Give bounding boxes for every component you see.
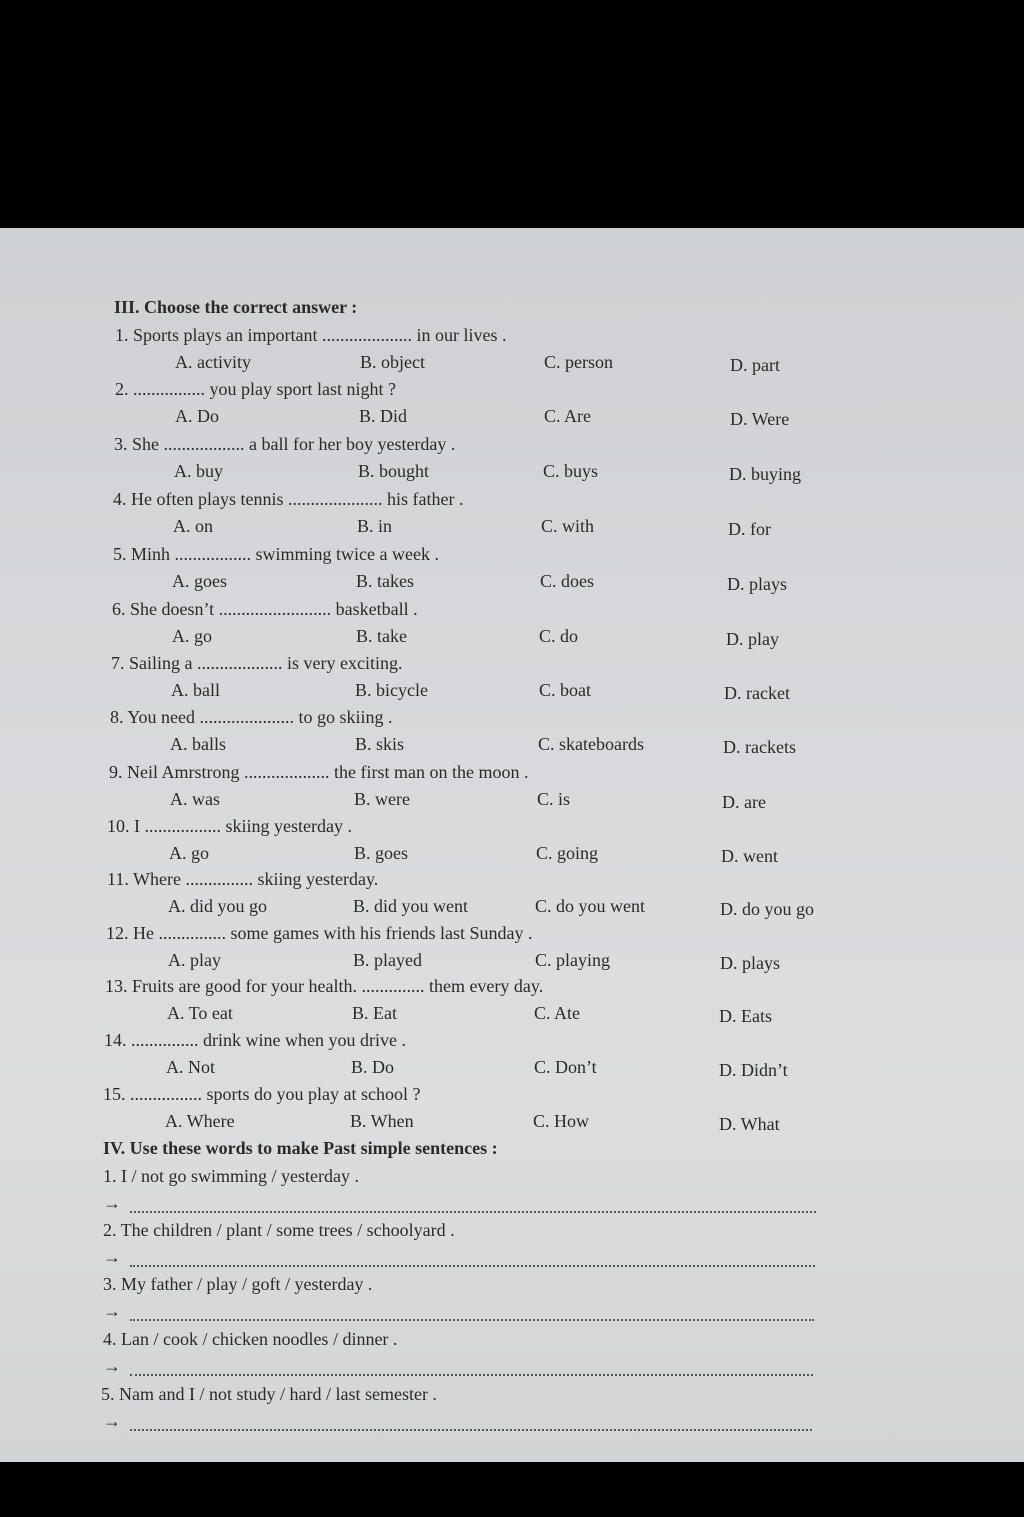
- bottom-black-bar: [0, 1462, 1024, 1517]
- question-3-option-b[interactable]: B. bought: [358, 461, 430, 481]
- question-9-option-a[interactable]: A. was: [170, 789, 220, 809]
- exercise-2-answer-line[interactable]: [130, 1265, 815, 1267]
- exercise-5-answer-line[interactable]: [130, 1429, 812, 1431]
- right-arrow-icon: →: [103, 1301, 121, 1321]
- section-4-heading: IV. Use these words to make Past simple sentences :: [103, 1138, 498, 1158]
- question-1-option-c[interactable]: C. person: [544, 352, 613, 372]
- worksheet-page: [0, 228, 1024, 1462]
- question-14-option-c[interactable]: C. Don’t: [534, 1057, 597, 1077]
- question-15-option-a[interactable]: A. Where: [165, 1111, 235, 1131]
- question-15-text: 15. ................ sports do you play at school ?: [103, 1084, 421, 1104]
- right-arrow-icon: →: [103, 1247, 121, 1267]
- question-1-option-b[interactable]: B. object: [360, 352, 425, 372]
- exercise-3-prompt: 3. My father / play / goft / yesterday .: [103, 1274, 373, 1294]
- question-4-option-a[interactable]: A. on: [173, 516, 213, 536]
- question-12-text: 12. He ............... some games with his friends last Sunday .: [106, 923, 533, 943]
- question-11-option-b[interactable]: B. did you went: [353, 896, 468, 916]
- question-3-option-a[interactable]: A. buy: [174, 461, 223, 481]
- exercise-4-answer-line[interactable]: [130, 1374, 813, 1376]
- question-8-text: 8. You need ..................... to go skiing .: [110, 707, 393, 727]
- question-7-option-a[interactable]: A. ball: [171, 680, 220, 700]
- question-13-option-d[interactable]: D. Eats: [719, 1006, 772, 1026]
- question-14-option-d[interactable]: D. Didn’t: [719, 1060, 788, 1080]
- question-13-option-b[interactable]: B. Eat: [352, 1003, 397, 1023]
- question-5-text: 5. Minh ................. swimming twice a week .: [113, 544, 439, 564]
- question-4-option-b[interactable]: B. in: [357, 516, 393, 536]
- question-7-option-b[interactable]: B. bicycle: [355, 680, 428, 700]
- question-1-option-a[interactable]: A. activity: [175, 352, 251, 372]
- question-11-option-d[interactable]: D. do you go: [720, 899, 814, 919]
- exercise-2-prompt: 2. The children / plant / some trees / schoolyard .: [103, 1220, 455, 1240]
- exercise-1-prompt: 1. I / not go swimming / yesterday .: [103, 1166, 359, 1186]
- question-15-option-b[interactable]: B. When: [350, 1111, 414, 1131]
- question-15-option-c[interactable]: C. How: [533, 1111, 590, 1131]
- right-arrow-icon: →: [103, 1193, 121, 1213]
- question-7-option-d[interactable]: D. racket: [724, 683, 790, 703]
- top-black-bar: [0, 0, 1024, 228]
- question-13-option-a[interactable]: A. To eat: [167, 1003, 233, 1023]
- question-13-option-c[interactable]: C. Ate: [534, 1003, 581, 1023]
- question-6-option-a[interactable]: A. go: [172, 626, 212, 646]
- exercise-3-answer-line[interactable]: [130, 1319, 814, 1321]
- question-9-text: 9. Neil Amrstrong ................... the first man on the moon .: [109, 762, 529, 782]
- question-2-option-c[interactable]: C. Are: [544, 406, 591, 426]
- question-3-text: 3. She .................. a ball for her boy yesterday .: [114, 434, 456, 454]
- question-6-text: 6. She doesn’t ......................... basketball .: [112, 599, 418, 619]
- question-6-option-c[interactable]: C. do: [539, 626, 579, 646]
- question-9-option-c[interactable]: C. is: [537, 789, 571, 809]
- question-12-option-c[interactable]: C. playing: [535, 950, 610, 970]
- question-8-option-a[interactable]: A. balls: [170, 734, 226, 754]
- question-12-option-b[interactable]: B. played: [353, 950, 422, 970]
- question-6-option-d[interactable]: D. play: [726, 629, 779, 649]
- question-4-option-c[interactable]: C. with: [541, 516, 595, 536]
- question-6-option-b[interactable]: B. take: [356, 626, 407, 646]
- question-11-option-a[interactable]: A. did you go: [168, 896, 267, 916]
- right-arrow-icon: →: [103, 1356, 121, 1376]
- question-1-option-d[interactable]: D. part: [730, 355, 780, 375]
- question-2-option-d[interactable]: D. Were: [730, 409, 790, 429]
- question-10-option-d[interactable]: D. went: [721, 846, 778, 866]
- question-10-option-c[interactable]: C. going: [536, 843, 599, 863]
- exercise-4-prompt: 4. Lan / cook / chicken noodles / dinner .: [103, 1329, 398, 1349]
- question-3-option-d[interactable]: D. buying: [729, 464, 801, 484]
- exercise-5-prompt: 5. Nam and I / not study / hard / last semester .: [101, 1384, 437, 1404]
- question-3-option-c[interactable]: C. buys: [543, 461, 599, 481]
- question-10-option-a[interactable]: A. go: [169, 843, 209, 863]
- question-4-text: 4. He often plays tennis ..................... his father .: [113, 489, 464, 509]
- question-7-option-c[interactable]: C. boat: [539, 680, 591, 700]
- question-10-text: 10. I ................. skiing yesterday .: [107, 816, 352, 836]
- question-13-text: 13. Fruits are good for your health. .............. them every day.: [105, 976, 544, 996]
- question-5-option-a[interactable]: A. goes: [172, 571, 227, 591]
- question-8-option-b[interactable]: B. skis: [355, 734, 405, 754]
- exercise-1-answer-line[interactable]: [130, 1211, 816, 1213]
- right-arrow-icon: →: [103, 1411, 121, 1431]
- question-2-option-a[interactable]: A. Do: [175, 406, 219, 426]
- question-12-option-a[interactable]: A. play: [168, 950, 221, 970]
- question-10-option-b[interactable]: B. goes: [354, 843, 408, 863]
- question-8-option-d[interactable]: D. rackets: [723, 737, 796, 757]
- question-12-option-d[interactable]: D. plays: [720, 953, 780, 973]
- question-14-option-b[interactable]: B. Do: [351, 1057, 395, 1077]
- question-9-option-d[interactable]: D. are: [722, 792, 766, 812]
- question-5-option-b[interactable]: B. takes: [356, 571, 414, 591]
- question-2-option-b[interactable]: B. Did: [359, 406, 408, 426]
- section-3-heading: III. Choose the correct answer :: [114, 297, 358, 317]
- question-14-option-a[interactable]: A. Not: [166, 1057, 215, 1077]
- question-5-option-c[interactable]: C. does: [540, 571, 594, 591]
- question-7-text: 7. Sailing a ................... is very exciting.: [111, 653, 403, 673]
- question-11-option-c[interactable]: C. do you went: [535, 896, 645, 916]
- question-2-text: 2. ................ you play sport last night ?: [115, 379, 396, 399]
- question-14-text: 14. ............... drink wine when you drive .: [104, 1030, 406, 1050]
- question-5-option-d[interactable]: D. plays: [727, 574, 787, 594]
- question-9-option-b[interactable]: B. were: [354, 789, 410, 809]
- question-1-text: 1. Sports plays an important .................... in our lives .: [115, 325, 507, 345]
- question-4-option-d[interactable]: D. for: [728, 519, 771, 539]
- question-11-text: 11. Where ............... skiing yesterday.: [107, 869, 379, 889]
- question-8-option-c[interactable]: C. skateboards: [538, 734, 644, 754]
- question-15-option-d[interactable]: D. What: [719, 1114, 780, 1134]
